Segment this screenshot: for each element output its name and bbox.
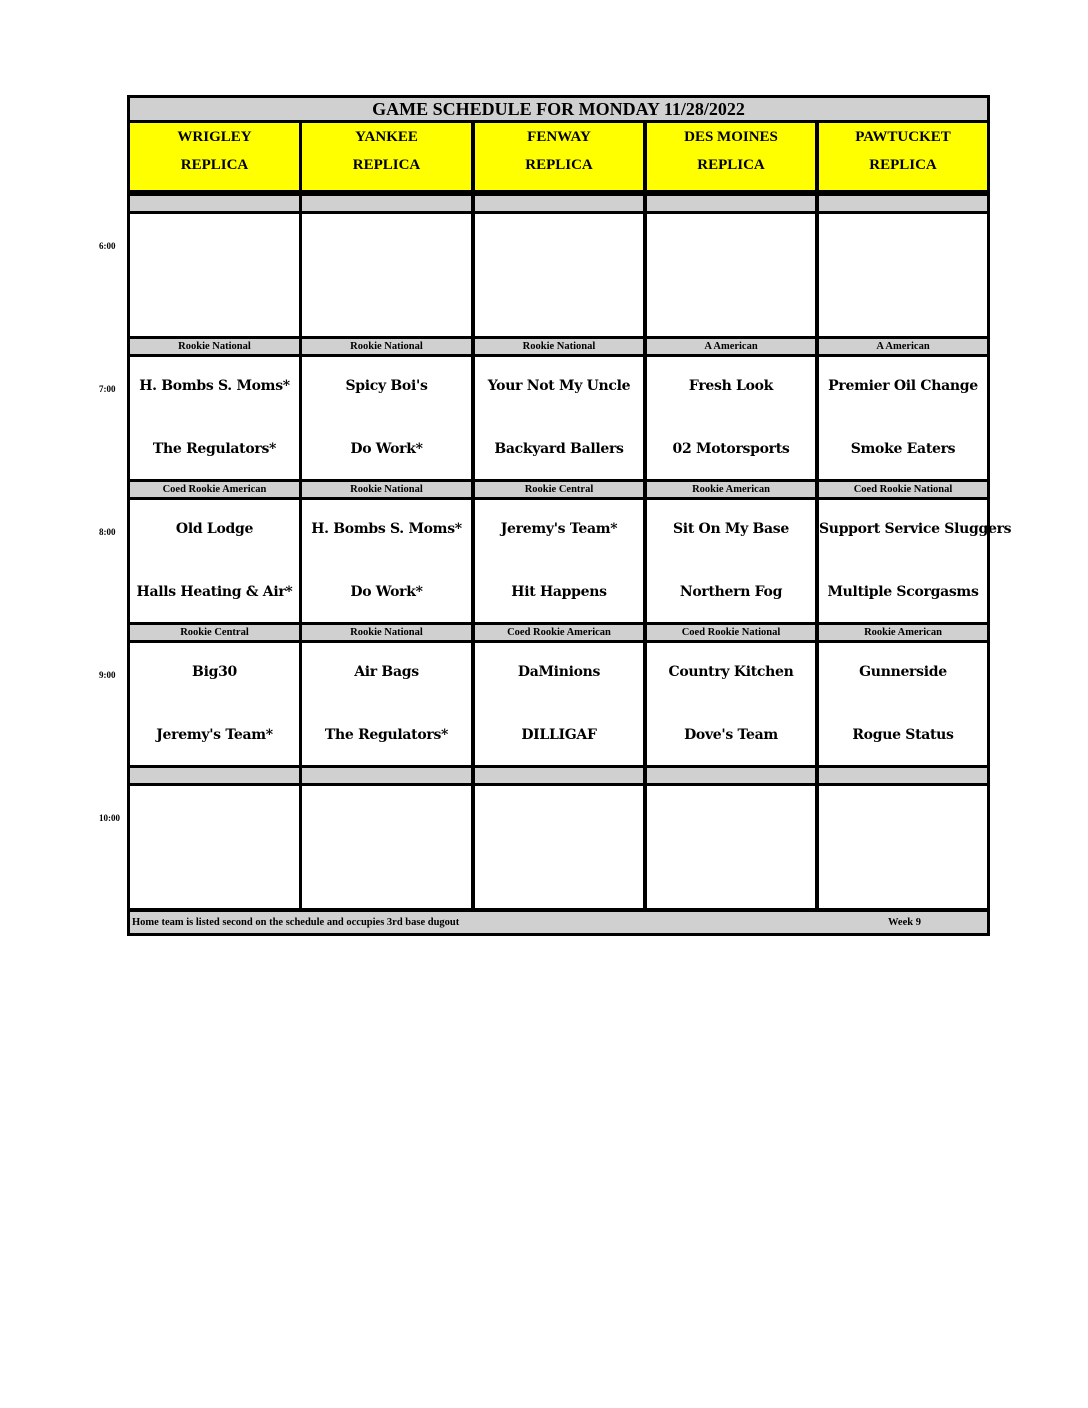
away-team: H. Bombs S. Moms* [311,521,462,537]
field-header [816,120,990,193]
time-label: 8:00 [99,527,116,537]
schedule-table [127,95,1012,937]
away-team: Old Lodge [175,521,254,537]
game-cell [299,783,474,911]
field-type: REPLICA [525,157,593,173]
division-band: Rookie National [299,336,474,357]
time-label: 9:00 [99,670,116,680]
field-type: REPLICA [352,157,421,173]
home-team: Smoke Eaters [850,441,956,457]
field-header [472,120,646,193]
field-name: DES MOINES [684,129,778,145]
away-team: Spicy Boi's [345,378,428,394]
field-type: REPLICA [180,157,249,173]
division-band: Rookie American [816,622,990,643]
division-band: Rookie National [299,479,474,500]
game-cell [816,640,990,768]
division-band: A American [816,336,990,357]
division-band: Rookie National [127,336,302,357]
division-band: Coed Rookie National [644,622,818,643]
away-team: Gunnerside [859,664,947,680]
game-cell [472,497,646,625]
division-band: Rookie National [299,622,474,643]
away-team: H. Bombs S. Moms* [139,378,290,394]
time-label: 7:00 [99,384,116,394]
away-team: Air Bags [354,664,419,680]
field-header [644,120,818,193]
away-team: DaMinions [517,664,601,680]
home-team: Hit Happens [511,584,607,600]
home-team: DILLIGAF [521,727,597,743]
game-cell [127,211,302,339]
away-team: Sit On My Base [672,521,790,537]
home-team: Halls Heating & Air* [136,584,293,600]
home-team: Backyard Ballers [494,441,624,457]
away-team: Jeremy's Team* [500,521,618,537]
game-cell [644,211,818,339]
home-team: Jeremy's Team* [156,727,273,743]
away-team: Support Service Sluggers [819,521,1012,537]
field-type: REPLICA [697,157,765,173]
division-band: Rookie Central [127,622,302,643]
home-team: 02 Motorsports [672,441,790,457]
game-cell [299,640,474,768]
home-team: The Regulators* [324,727,449,743]
away-team: Country Kitchen [668,664,794,680]
schedule-title: GAME SCHEDULE FOR MONDAY 11/28/2022 [127,95,990,123]
division-band: Coed Rookie American [127,479,302,500]
home-team: The Regulators* [152,441,277,457]
game-cell [127,640,302,768]
game-cell [644,354,818,482]
game-cell [644,640,818,768]
home-team: Do Work* [350,441,423,457]
field-name: YANKEE [355,129,418,145]
game-cell [816,497,1012,625]
footer-note: Home team is listed second on the schedule and occupies 3rd base dugout [132,917,460,928]
home-team: Multiple Scorgasms [827,584,979,600]
game-cell [127,783,302,911]
field-header [299,120,474,193]
division-band: Coed Rookie American [472,622,646,643]
away-team: Big30 [192,664,237,680]
field-name: FENWAY [527,129,591,145]
field-header [127,120,302,193]
time-label: 10:00 [99,813,120,823]
home-team: Dove's Team [684,727,778,743]
game-cell [299,354,474,482]
game-cell [816,211,990,339]
away-team: Premier Oil Change [828,378,978,394]
game-cell [299,211,474,339]
field-name: PAWTUCKET [855,129,951,145]
schedule-footer [127,909,990,936]
game-cell [127,497,302,625]
field-type: REPLICA [869,157,937,173]
week-label: Week 9 [888,917,921,928]
home-team: Do Work* [350,584,423,600]
time-label: 6:00 [99,241,116,251]
game-cell [644,783,818,911]
division-band: Coed Rookie National [816,479,990,500]
game-cell [472,783,646,911]
game-cell [127,354,302,482]
game-cell [644,497,818,625]
game-cell [816,783,990,911]
game-cell [299,497,474,625]
game-cell [472,354,646,482]
home-team: Northern Fog [679,584,783,600]
field-name: WRIGLEY [177,129,252,145]
game-cell [816,354,990,482]
away-team: Your Not My Uncle [487,378,631,394]
division-band: Rookie Central [472,479,646,500]
division-band: A American [644,336,818,357]
game-cell [472,640,646,768]
division-band: Rookie National [472,336,646,357]
away-team: Fresh Look [688,378,774,394]
division-band: Rookie American [644,479,818,500]
home-team: Rogue Status [852,727,954,743]
game-cell [472,211,646,339]
